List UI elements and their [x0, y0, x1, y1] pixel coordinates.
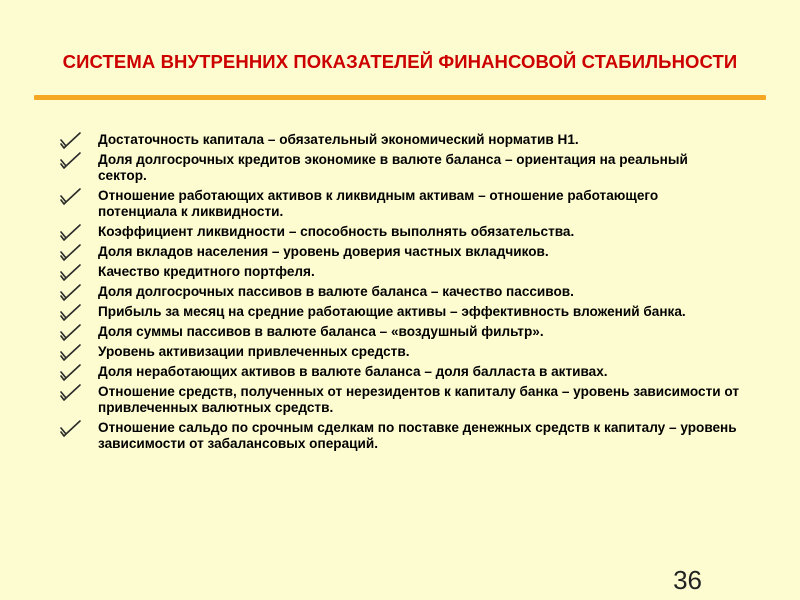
checkmark-icon	[60, 223, 82, 241]
list-item	[60, 364, 740, 380]
list-item-text: Доля суммы пассивов в валюте баланса – «воздушный фильтр».	[98, 324, 544, 339]
list-item-text: Отношение сальдо по срочным сделкам по поставке денежных средств к капиталу – уровень зависимости от забалансовых операций.	[98, 420, 737, 451]
list-item	[60, 384, 740, 416]
list-item-text: Коэффициент ликвидности – способность выполнять обязательства.	[98, 224, 575, 239]
page-number: 36	[673, 565, 702, 595]
checkmark-icon	[60, 263, 82, 281]
title-underline	[34, 95, 766, 100]
list-item-text: Отношение работающих активов к ликвидным активам – отношение работающего потенциала к ликвидности.	[98, 188, 659, 219]
list-item-text: Отношение средств, полученных от нерезидентов к капиталу банка – уровень зависимости от привлеченных валютных средств.	[98, 384, 739, 415]
list-item	[60, 264, 740, 280]
list-item-text: Доля неработающих активов в валюте баланса – доля балласта в активах.	[98, 364, 608, 379]
list-item	[60, 284, 740, 300]
list-item-text: Прибыль за месяц на средние работающие активы – эффективность вложений банка.	[98, 304, 686, 319]
list-item-text: Доля долгосрочных кредитов экономике в валюте баланса – ориентация на реальный сектор.	[98, 152, 688, 183]
list-item	[60, 420, 740, 452]
list-item-text: Качество кредитного портфеля.	[98, 264, 315, 279]
list-item	[60, 244, 740, 260]
list-item-text: Доля долгосрочных пассивов в валюте баланса – качество пассивов.	[98, 284, 574, 299]
list-item	[60, 324, 740, 340]
indicator-list	[60, 132, 740, 456]
list-item	[60, 152, 740, 184]
list-item	[60, 188, 740, 220]
list-item-text: Достаточность капитала – обязательный экономический норматив Н1.	[98, 132, 579, 147]
checkmark-icon	[60, 243, 82, 261]
checkmark-icon	[60, 323, 82, 341]
checkmark-icon	[60, 419, 82, 437]
list-item	[60, 344, 740, 360]
checkmark-icon	[60, 383, 82, 401]
checkmark-icon	[60, 131, 82, 149]
slide-title: СИСТЕМА ВНУТРЕННИХ ПОКАЗАТЕЛЕЙ ФИНАНСОВОЙ СТАБИЛЬНОСТИ	[62, 51, 738, 72]
checkmark-icon	[60, 187, 82, 205]
list-item	[60, 224, 740, 240]
list-item-text: Уровень активизации привлеченных средств.	[98, 344, 410, 359]
checkmark-icon	[60, 363, 82, 381]
checkmark-icon	[60, 343, 82, 361]
checkmark-icon	[60, 151, 82, 169]
list-item-text: Доля вкладов населения – уровень доверия частных вкладчиков.	[98, 244, 549, 259]
checkmark-icon	[60, 303, 82, 321]
list-item	[60, 132, 740, 148]
list-item	[60, 304, 740, 320]
checkmark-icon	[60, 283, 82, 301]
